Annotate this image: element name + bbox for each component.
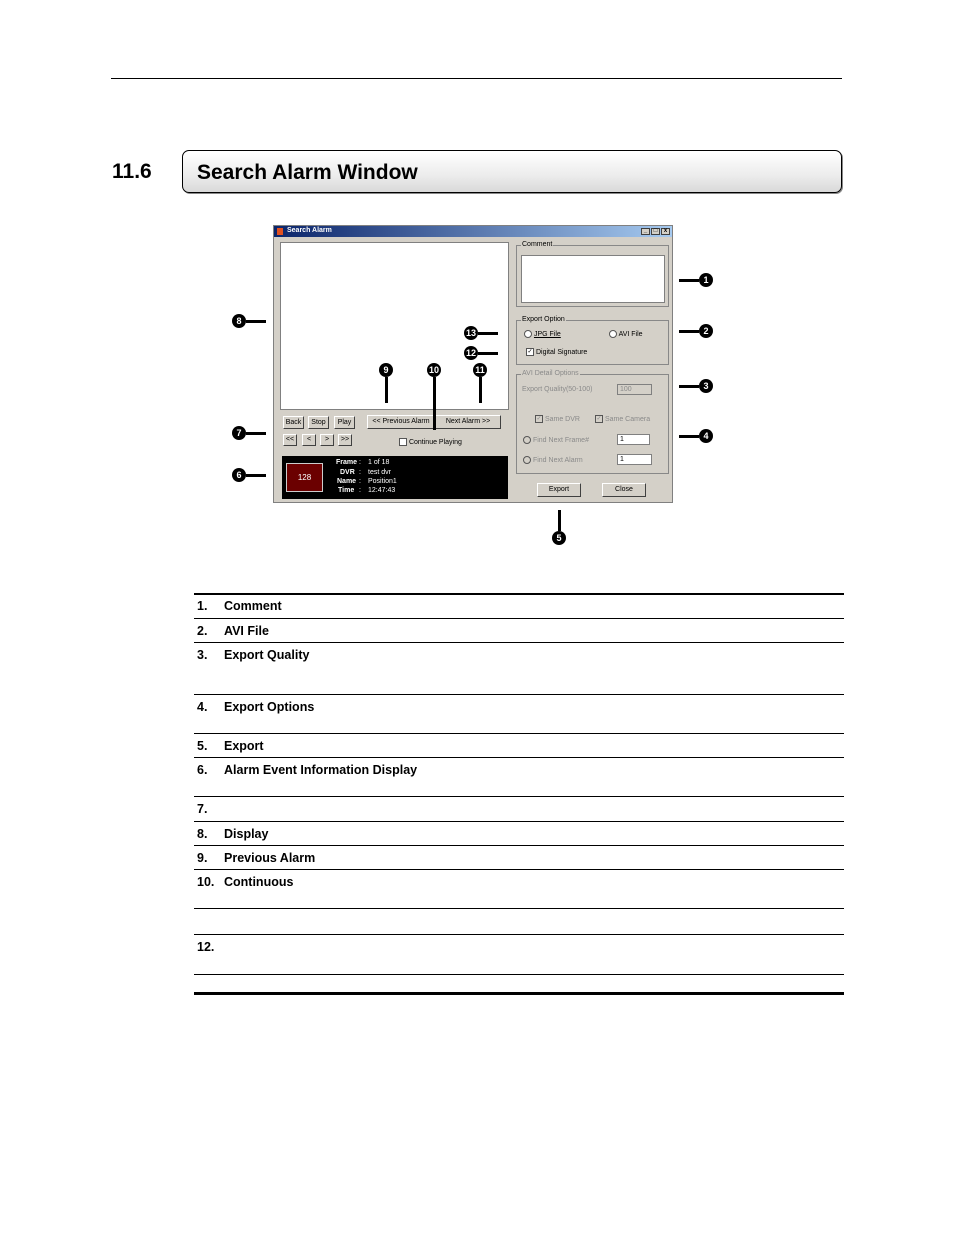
info-label: Time <box>338 487 355 494</box>
info-value: Position1 <box>368 478 397 485</box>
next-frame-button[interactable]: > <box>320 434 334 446</box>
callout-3: 3 <box>699 379 713 393</box>
callout-10: 10 <box>428 365 439 375</box>
jpg-file-radio[interactable] <box>524 330 561 338</box>
callout-2: 2 <box>699 324 713 338</box>
find-next-frame-label: Find Next Frame# <box>532 436 589 444</box>
alarm-info-display: 128 Frame : 1 of 18 DVR : test dvr Name : Position1 Time : 12:47:43 <box>282 456 508 499</box>
arrow <box>479 377 482 403</box>
info-value: test dvr <box>368 469 391 476</box>
previous-alarm-button[interactable]: << Previous Alarm <box>367 415 435 429</box>
table-row: 2. AVI File <box>194 618 844 642</box>
table-row: 1. Comment <box>197 599 282 613</box>
prev-frame-button[interactable]: < <box>302 434 316 446</box>
table-row: 7. <box>194 796 844 821</box>
arrow <box>558 510 561 531</box>
arrow <box>478 352 498 355</box>
table-row: 4. Export Options <box>194 694 844 733</box>
arrow <box>679 330 699 333</box>
info-label: Name <box>337 478 357 485</box>
export-quality-select[interactable]: 100 <box>617 384 652 395</box>
arrow <box>246 474 266 477</box>
callout-12: 12 <box>465 348 476 358</box>
checkbox-box[interactable] <box>399 438 407 446</box>
table-row: 5. Export <box>194 733 844 757</box>
same-dvr-label: Same DVR <box>544 415 580 423</box>
video-display <box>280 242 509 410</box>
table-row: 9. Previous Alarm <box>194 845 844 869</box>
comment-textarea[interactable] <box>521 255 665 303</box>
table-bottom-rule <box>194 992 844 995</box>
same-camera-label: Same Camera <box>604 415 651 423</box>
callout-7: 7 <box>232 426 246 440</box>
export-option-label: Export Option <box>522 316 565 323</box>
find-next-alarm-select[interactable]: 1 <box>617 454 652 465</box>
first-frame-button[interactable]: << <box>283 434 297 446</box>
back-button[interactable]: Back <box>283 416 304 429</box>
arrow <box>433 377 436 430</box>
jpg-file-label: JPG File <box>533 330 561 338</box>
callout-13: 13 <box>465 328 476 338</box>
export-option-group <box>516 316 669 365</box>
callout-6: 6 <box>232 468 246 482</box>
table-row: 10. Continuous <box>194 869 844 908</box>
callout-4: 4 <box>699 429 713 443</box>
window-title: Search Alarm <box>287 227 332 234</box>
info-label: Frame <box>336 459 358 466</box>
export-quality-label: Export Quality(50-100) <box>522 386 593 393</box>
find-next-frame-field[interactable]: 1 <box>617 434 650 445</box>
same-dvr-checkbox[interactable]: ✓ Same DVR <box>536 415 580 423</box>
avi-file-radio[interactable] <box>609 330 643 338</box>
comment-group <box>516 241 669 307</box>
next-alarm-button[interactable]: Next Alarm >> <box>435 415 501 429</box>
arrow <box>246 320 266 323</box>
section-title: Search Alarm Window <box>197 161 418 184</box>
avi-detail-label: AVI Detail Options <box>522 370 579 377</box>
continue-playing-label: Continue Playing <box>408 438 462 446</box>
digital-signature-checkbox[interactable]: ✓ Digital Signature <box>527 348 588 356</box>
arrow <box>478 332 498 335</box>
find-next-frame-radio[interactable] <box>523 436 589 444</box>
find-next-alarm-radio[interactable] <box>523 456 583 464</box>
continue-playing-checkbox[interactable] <box>399 438 462 446</box>
arrow <box>385 377 388 403</box>
callout-11: 11 <box>473 363 487 377</box>
section-number: 11.6 <box>112 160 152 183</box>
table-row: 12. <box>194 934 844 974</box>
info-value: 12:47:43 <box>368 487 396 494</box>
table-row <box>194 908 844 934</box>
app-icon <box>277 228 283 235</box>
window-titlebar <box>274 226 672 237</box>
stop-button[interactable]: Stop <box>308 416 329 429</box>
callout-8: 8 <box>232 314 246 328</box>
table-row: 8. Display <box>194 821 844 845</box>
header-rule <box>111 78 842 79</box>
arrow <box>246 432 266 435</box>
event-counter: 128 <box>286 463 323 492</box>
avi-file-label: AVI File <box>618 330 643 338</box>
maximize-button[interactable]: □ <box>651 228 660 235</box>
play-button[interactable]: Play <box>334 416 355 429</box>
callout-1: 1 <box>699 273 713 287</box>
find-next-alarm-label: Find Next Alarm <box>532 456 583 464</box>
callout-9: 9 <box>379 363 393 377</box>
comment-label: Comment <box>522 241 553 248</box>
info-value: 1 of 18 <box>368 459 390 466</box>
digital-signature-label: Digital Signature <box>535 348 588 356</box>
close-window-button[interactable]: x <box>661 228 670 235</box>
arrow <box>679 385 699 388</box>
table-row: 6. Alarm Event Information Display <box>194 757 844 796</box>
export-button[interactable]: Export <box>537 483 581 497</box>
info-label: DVR <box>340 469 355 476</box>
table-row: 3. Export Quality <box>194 642 844 694</box>
close-button[interactable]: Close <box>602 483 646 497</box>
same-camera-checkbox[interactable]: ✓ Same Camera <box>596 415 651 423</box>
callout-5: 5 <box>552 531 566 545</box>
section-title-box <box>182 150 842 193</box>
last-frame-button[interactable]: >> <box>338 434 352 446</box>
minimize-button[interactable]: _ <box>641 228 650 235</box>
arrow <box>679 279 699 282</box>
search-alarm-window <box>273 225 673 503</box>
arrow <box>679 435 699 438</box>
avi-detail-group <box>516 370 669 474</box>
legend-table <box>194 594 844 995</box>
